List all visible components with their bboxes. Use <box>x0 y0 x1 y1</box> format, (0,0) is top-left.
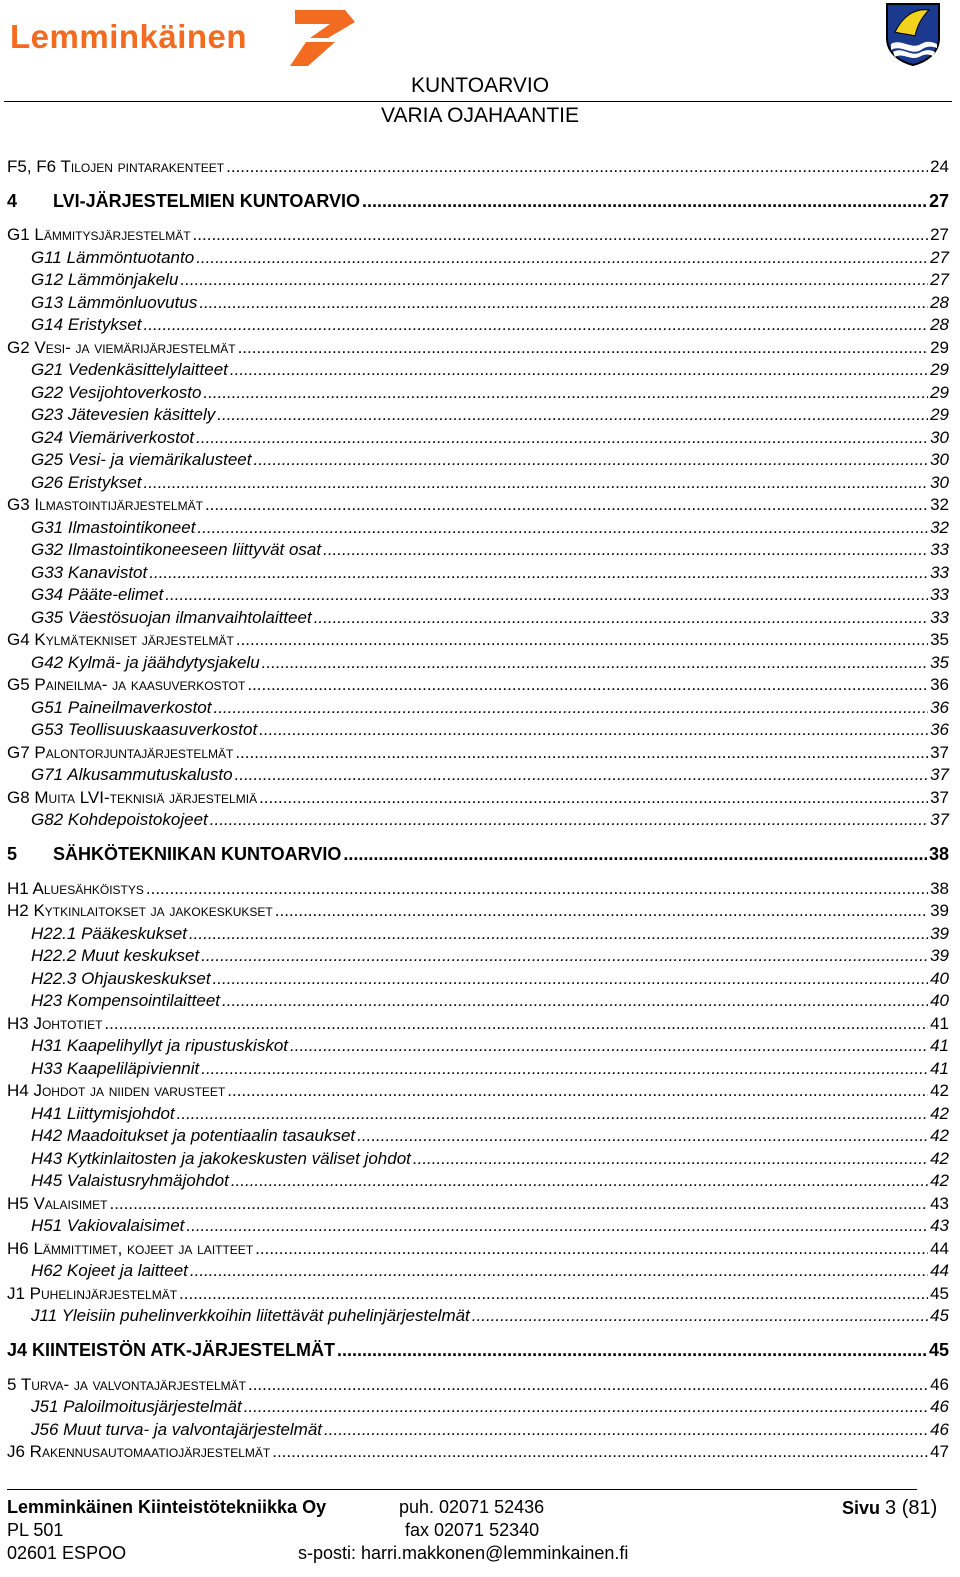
toc-entry[interactable] <box>7 989 949 1012</box>
toc-entry[interactable] <box>7 785 949 808</box>
toc-dot-leader <box>205 495 928 515</box>
toc-entry[interactable] <box>7 1034 949 1057</box>
toc-entry-label: G11 Lämmöntuotanto <box>31 247 195 267</box>
toc-page-number: 33 <box>930 585 949 604</box>
toc-entry-label: G1 Lämmitysjärjestelmät <box>7 225 191 244</box>
toc-entry[interactable] <box>7 1124 949 1147</box>
toc-page-number: 46 <box>930 1374 949 1394</box>
toc-dot-leader <box>259 788 928 808</box>
toc-page-number: 28 <box>930 315 949 334</box>
toc-entry[interactable] <box>7 358 949 381</box>
footer-page-number <box>842 1497 937 1520</box>
toc-entry[interactable] <box>7 515 949 538</box>
toc-page-number: 39 <box>930 946 949 965</box>
toc-entry-label: G53 Teollisuuskaasuverkostot <box>31 720 258 739</box>
toc-page-number: 35 <box>930 652 949 672</box>
toc-entry[interactable] <box>7 1281 949 1304</box>
toc-page-number: 40 <box>930 991 949 1010</box>
toc-entry[interactable] <box>7 448 949 471</box>
toc-page-number: 36 <box>930 675 949 694</box>
toc-page-number: 43 <box>930 1216 949 1235</box>
toc-page-number: 32 <box>930 495 949 514</box>
toc-entry[interactable] <box>7 1079 949 1102</box>
toc-chapter-number: 5 <box>7 844 18 864</box>
toc-entry-label: G42 Kylmä- ja jäähdytysjakelu <box>31 652 260 672</box>
toc-dot-leader <box>253 450 928 470</box>
toc-page-number: 35 <box>930 630 949 649</box>
toc-entry-label: G31 Ilmastointikoneet <box>31 517 196 537</box>
toc-page-number: 42 <box>930 1148 949 1168</box>
toc-entry-label: H41 Liittymisjohdot <box>31 1103 175 1123</box>
toc-entry[interactable] <box>7 1372 949 1395</box>
toc-entry-label: H22.2 Muut keskukset <box>31 946 200 965</box>
toc-dot-leader <box>144 315 929 335</box>
toc-page-number: 44 <box>930 1238 949 1258</box>
toc-page-number: 43 <box>930 1193 949 1213</box>
toc-page-number: 46 <box>930 1397 949 1416</box>
toc-chapter-number: 4 <box>7 190 18 211</box>
toc-dot-leader <box>177 1104 928 1124</box>
toc-dot-leader <box>227 1081 928 1101</box>
table-of-contents <box>7 154 949 1462</box>
toc-dot-leader <box>259 720 928 740</box>
toc-entry[interactable] <box>7 808 949 831</box>
toc-dot-leader <box>197 518 928 538</box>
toc-dot-leader <box>314 608 928 628</box>
toc-dot-leader <box>222 991 928 1011</box>
toc-dot-leader <box>472 1306 928 1326</box>
toc-page-number: 29 <box>930 382 949 402</box>
toc-dot-leader <box>248 1375 928 1395</box>
toc-page-number: 29 <box>930 360 949 379</box>
logo-arrow-icon <box>290 10 355 66</box>
toc-entry[interactable] <box>7 740 949 763</box>
toc-page-number: 45 <box>930 1306 949 1325</box>
toc-entry-label: G7 Palontorjuntajärjestelmät <box>7 742 234 762</box>
toc-entry-label: G2 Vesi- ja viemärijärjestelmät <box>7 337 236 357</box>
toc-page-number: 38 <box>930 878 949 898</box>
toc-entry[interactable] <box>7 628 949 651</box>
toc-page-number: 27 <box>930 247 949 267</box>
toc-entry[interactable] <box>7 1101 949 1124</box>
toc-page-number: 29 <box>930 405 949 424</box>
toc-dot-leader <box>324 1420 928 1440</box>
toc-page-number: 37 <box>930 765 949 784</box>
toc-dot-leader <box>201 946 928 966</box>
toc-entry-label: G32 Ilmastointikoneeseen liittyvät osat <box>31 540 322 559</box>
toc-page-number: 27 <box>930 225 949 244</box>
toc-entry[interactable] <box>7 538 949 561</box>
toc-entry-label: J1 Puhelinjärjestelmät <box>7 1283 178 1303</box>
toc-dot-leader <box>238 338 929 358</box>
toc-entry-label: H6 Lämmittimet, kojeet ja laitteet <box>7 1238 254 1258</box>
toc-page-number: 45 <box>928 1340 949 1360</box>
footer-fax: fax 02071 52340 <box>405 1520 540 1540</box>
toc-entry[interactable] <box>7 1214 949 1237</box>
toc-dot-leader <box>213 969 929 989</box>
toc-dot-leader <box>180 270 928 290</box>
toc-page-number: 36 <box>930 697 949 717</box>
toc-entry-label: H2 Kytkinlaitokset ja jakokeskukset <box>7 901 273 920</box>
toc-entry-label <box>7 191 360 212</box>
toc-entry[interactable] <box>7 763 949 786</box>
toc-chapter-title: LVI-JÄRJESTELMIEN KUNTOARVIO <box>53 190 361 211</box>
toc-entry-label: G8 Muita LVI-teknisiä järjestelmiä <box>7 787 258 807</box>
toc-entry[interactable] <box>7 313 949 336</box>
footer-city: 02601 ESPOO <box>7 1543 127 1563</box>
toc-entry[interactable] <box>7 650 949 673</box>
toc-entry-label: J11 Yleisiin puhelinverkkoihin liitettävät puhelinjärjestelmät <box>31 1306 470 1325</box>
footer-divider <box>7 1489 917 1490</box>
toc-page-number: 24 <box>930 156 949 176</box>
toc-entry[interactable] <box>7 493 949 516</box>
toc-entry-label: G14 Eristykset <box>31 315 142 334</box>
toc-page-number: 39 <box>930 923 949 943</box>
toc-entry-label: H45 Valaistusryhmäjohdot <box>31 1171 229 1190</box>
toc-entry[interactable] <box>7 605 949 628</box>
toc-page-number: 39 <box>930 901 949 920</box>
toc-entry-label: H43 Kytkinlaitosten ja jakokeskusten väliset johdot <box>31 1148 411 1168</box>
toc-entry[interactable] <box>7 425 949 448</box>
toc-entry-label: G35 Väestösuojan ilmanvaihtolaitteet <box>31 607 312 627</box>
toc-entry[interactable] <box>7 470 949 493</box>
toc-entry[interactable] <box>7 718 949 741</box>
toc-entry[interactable] <box>7 560 949 583</box>
toc-entry-label: G3 Ilmastointijärjestelmät <box>7 495 203 514</box>
toc-page-number: 44 <box>930 1261 949 1280</box>
toc-page-number: 29 <box>930 337 949 357</box>
toc-page-number: 42 <box>930 1126 949 1145</box>
document-title: KUNTOARVIO <box>410 74 550 97</box>
toc-entry[interactable] <box>7 335 949 358</box>
toc-entry[interactable] <box>7 245 949 268</box>
toc-entry[interactable] <box>7 1169 949 1192</box>
toc-entry-label: G71 Alkusammutuskalusto <box>31 765 233 784</box>
toc-page-number: 33 <box>930 607 949 627</box>
toc-dot-leader <box>235 743 928 763</box>
toc-entry-label: G33 Kanavistot <box>31 562 148 582</box>
toc-entry-label: J56 Muut turva- ja valvontajärjestelmät <box>31 1419 323 1439</box>
toc-entry[interactable] <box>7 190 949 212</box>
footer-po-box: PL 501 <box>7 1520 64 1540</box>
toc-entry-label: H51 Vakiovalaisimet <box>31 1216 185 1235</box>
toc-entry-label: H33 Kaapeliläpiviennit <box>31 1058 200 1078</box>
header-divider <box>4 101 952 102</box>
toc-entry[interactable] <box>7 1304 949 1327</box>
toc-page-number: 42 <box>930 1103 949 1123</box>
toc-page-number: 41 <box>930 1036 949 1055</box>
toc-entry[interactable] <box>7 944 949 967</box>
footer-page-label: Sivu <box>842 1498 881 1518</box>
footer-phone: puh. 02071 52436 <box>399 1497 545 1517</box>
toc-dot-leader <box>231 1171 928 1191</box>
toc-dot-leader <box>193 225 929 245</box>
toc-page-number: 40 <box>930 968 949 988</box>
toc-page-number: 46 <box>930 1419 949 1439</box>
toc-entry-label: G51 Paineilmaverkostot <box>31 697 212 717</box>
toc-page-number: 37 <box>930 787 949 807</box>
toc-page-number: 27 <box>928 190 949 211</box>
toc-entry-label: H22.3 Ohjauskeskukset <box>31 968 211 988</box>
toc-dot-leader <box>337 1340 927 1361</box>
toc-entry[interactable] <box>7 1417 949 1440</box>
toc-dot-leader <box>323 540 928 560</box>
toc-page-number: 37 <box>930 810 949 829</box>
toc-dot-leader <box>190 1261 928 1281</box>
toc-entry[interactable] <box>7 899 949 922</box>
toc-dot-leader <box>196 248 928 268</box>
toc-page-number: 33 <box>930 562 949 582</box>
toc-dot-leader <box>189 924 928 944</box>
toc-entry-label: G26 Eristykset <box>31 472 142 492</box>
toc-entry[interactable] <box>7 1339 949 1361</box>
toc-dot-leader <box>179 1284 928 1304</box>
toc-page-number: 27 <box>930 270 949 289</box>
toc-entry-label: G24 Viemäriverkostot <box>31 427 195 447</box>
toc-entry-label: H4 Johdot ja niiden varusteet <box>7 1081 226 1100</box>
toc-page-number: 30 <box>930 450 949 469</box>
footer-email: s-posti: harri.makkonen@lemminkainen.fi <box>298 1543 629 1563</box>
toc-dot-leader <box>357 1126 928 1146</box>
toc-dot-leader <box>275 901 928 921</box>
toc-page-number: 38 <box>928 844 949 864</box>
toc-entry[interactable] <box>7 876 949 899</box>
toc-dot-leader <box>226 157 928 177</box>
toc-entry[interactable] <box>7 1146 949 1169</box>
coat-of-arms-icon <box>885 2 941 66</box>
toc-dot-leader <box>144 473 929 493</box>
toc-dot-leader <box>272 1442 928 1462</box>
toc-dot-leader <box>235 765 929 785</box>
toc-entry-label: G82 Kohdepoistokojeet <box>31 810 208 829</box>
toc-entry[interactable] <box>7 1011 949 1034</box>
toc-dot-leader <box>186 1216 928 1236</box>
toc-dot-leader <box>199 293 928 313</box>
toc-entry[interactable] <box>7 1236 949 1259</box>
toc-entry-label: G34 Pääte-elimet <box>31 585 164 604</box>
toc-dot-leader <box>255 1239 928 1259</box>
toc-entry-label: G23 Jätevesien käsittely <box>31 405 216 424</box>
toc-entry[interactable] <box>7 843 949 865</box>
toc-dot-leader <box>109 1194 928 1214</box>
toc-entry[interactable] <box>7 966 949 989</box>
toc-page-number: 42 <box>930 1171 949 1190</box>
toc-entry-label: H1 Aluesähköistys <box>7 878 144 898</box>
toc-entry[interactable] <box>7 290 949 313</box>
toc-entry-label: H5 Valaisimet <box>7 1193 108 1213</box>
toc-entry-label: G22 Vesijohtoverkosto <box>31 382 202 402</box>
toc-dot-leader <box>201 1059 928 1079</box>
footer-company: Lemminkäinen Kiinteistötekniikka Oy <box>7 1497 327 1517</box>
toc-dot-leader <box>217 405 928 425</box>
toc-entry[interactable] <box>7 695 949 718</box>
toc-page-number: 28 <box>930 292 949 312</box>
toc-entry[interactable] <box>7 154 949 177</box>
toc-entry-label: H62 Kojeet ja laitteet <box>31 1261 188 1280</box>
toc-entry-label: G12 Lämmönjakelu <box>31 270 179 289</box>
toc-page-number: 47 <box>930 1442 949 1461</box>
toc-entry-label: H31 Kaapelihyllyt ja ripustuskiskot <box>31 1036 289 1055</box>
toc-entry-label: J4 KIINTEISTÖN ATK-JÄRJESTELMÄT <box>7 1340 336 1360</box>
toc-dot-leader <box>343 844 927 865</box>
toc-entry-label: G21 Vedenkäsittelylaitteet <box>31 360 228 379</box>
toc-chapter-title: SÄHKÖTEKNIIKAN KUNTOARVIO <box>53 844 342 864</box>
lemminkainen-logo <box>10 8 360 70</box>
toc-dot-leader <box>262 653 928 673</box>
toc-entry-label: G25 Vesi- ja viemärikalusteet <box>31 450 252 469</box>
toc-dot-leader <box>149 563 928 583</box>
toc-entry[interactable] <box>7 380 949 403</box>
toc-dot-leader <box>413 1149 928 1169</box>
toc-page-number: 33 <box>930 540 949 559</box>
toc-entry[interactable] <box>7 268 949 291</box>
toc-dot-leader <box>213 698 928 718</box>
toc-entry-label <box>7 844 341 865</box>
toc-entry-label: G5 Paineilma- ja kaasuverkostot <box>7 675 246 694</box>
toc-page-number: 32 <box>930 517 949 537</box>
toc-entry[interactable] <box>7 1395 949 1418</box>
toc-dot-leader <box>104 1014 928 1034</box>
toc-page-number: 41 <box>930 1013 949 1033</box>
toc-entry-label: G13 Lämmönluovutus <box>31 292 198 312</box>
toc-entry[interactable] <box>7 1259 949 1282</box>
toc-entry[interactable] <box>7 223 949 246</box>
toc-entry[interactable] <box>7 403 949 426</box>
toc-entry-label: G4 Kylmätekniset järjestelmät <box>7 630 234 649</box>
toc-dot-leader <box>203 383 928 403</box>
toc-dot-leader <box>236 630 928 650</box>
toc-page-number: 30 <box>930 472 949 492</box>
toc-entry-label: F5, F6 Tilojen pintarakenteet <box>7 156 225 176</box>
toc-entry-label: J51 Paloilmoitusjärjestelmät <box>31 1397 242 1416</box>
toc-entry[interactable] <box>7 1056 949 1079</box>
toc-page-number: 45 <box>930 1283 949 1303</box>
toc-dot-leader <box>362 191 927 212</box>
toc-entry[interactable] <box>7 1191 949 1214</box>
toc-entry[interactable] <box>7 673 949 696</box>
toc-dot-leader <box>247 675 928 695</box>
toc-dot-leader <box>165 585 928 605</box>
toc-entry[interactable] <box>7 921 949 944</box>
toc-entry-label: H3 Johtotiet <box>7 1013 103 1033</box>
toc-entry-label: H23 Kompensointilaitteet <box>31 991 221 1010</box>
toc-dot-leader <box>146 879 928 899</box>
document-subtitle: VARIA OJAHAANTIE <box>381 104 579 127</box>
toc-entry[interactable] <box>7 1440 949 1463</box>
toc-dot-leader <box>244 1397 928 1417</box>
toc-entry-label: 5 Turva- ja valvontajärjestelmät <box>7 1374 246 1394</box>
toc-entry-label: H42 Maadoitukset ja potentiaalin tasaukset <box>31 1126 356 1145</box>
footer-page-info: 3 (81) <box>885 1497 938 1519</box>
toc-dot-leader <box>290 1036 928 1056</box>
toc-entry-label: H22.1 Pääkeskukset <box>31 923 187 943</box>
logo-wordmark: Lemminkäinen <box>10 18 248 55</box>
toc-dot-leader <box>210 810 928 830</box>
toc-page-number: 36 <box>930 720 949 739</box>
toc-dot-leader <box>230 360 928 380</box>
toc-page-number: 37 <box>930 742 949 762</box>
toc-page-number: 41 <box>930 1058 949 1078</box>
toc-entry-label: J6 Rakennusautomaatiojärjestelmät <box>7 1442 271 1461</box>
toc-page-number: 42 <box>930 1081 949 1100</box>
toc-entry[interactable] <box>7 583 949 606</box>
toc-page-number: 30 <box>930 427 949 447</box>
toc-dot-leader <box>196 428 928 448</box>
